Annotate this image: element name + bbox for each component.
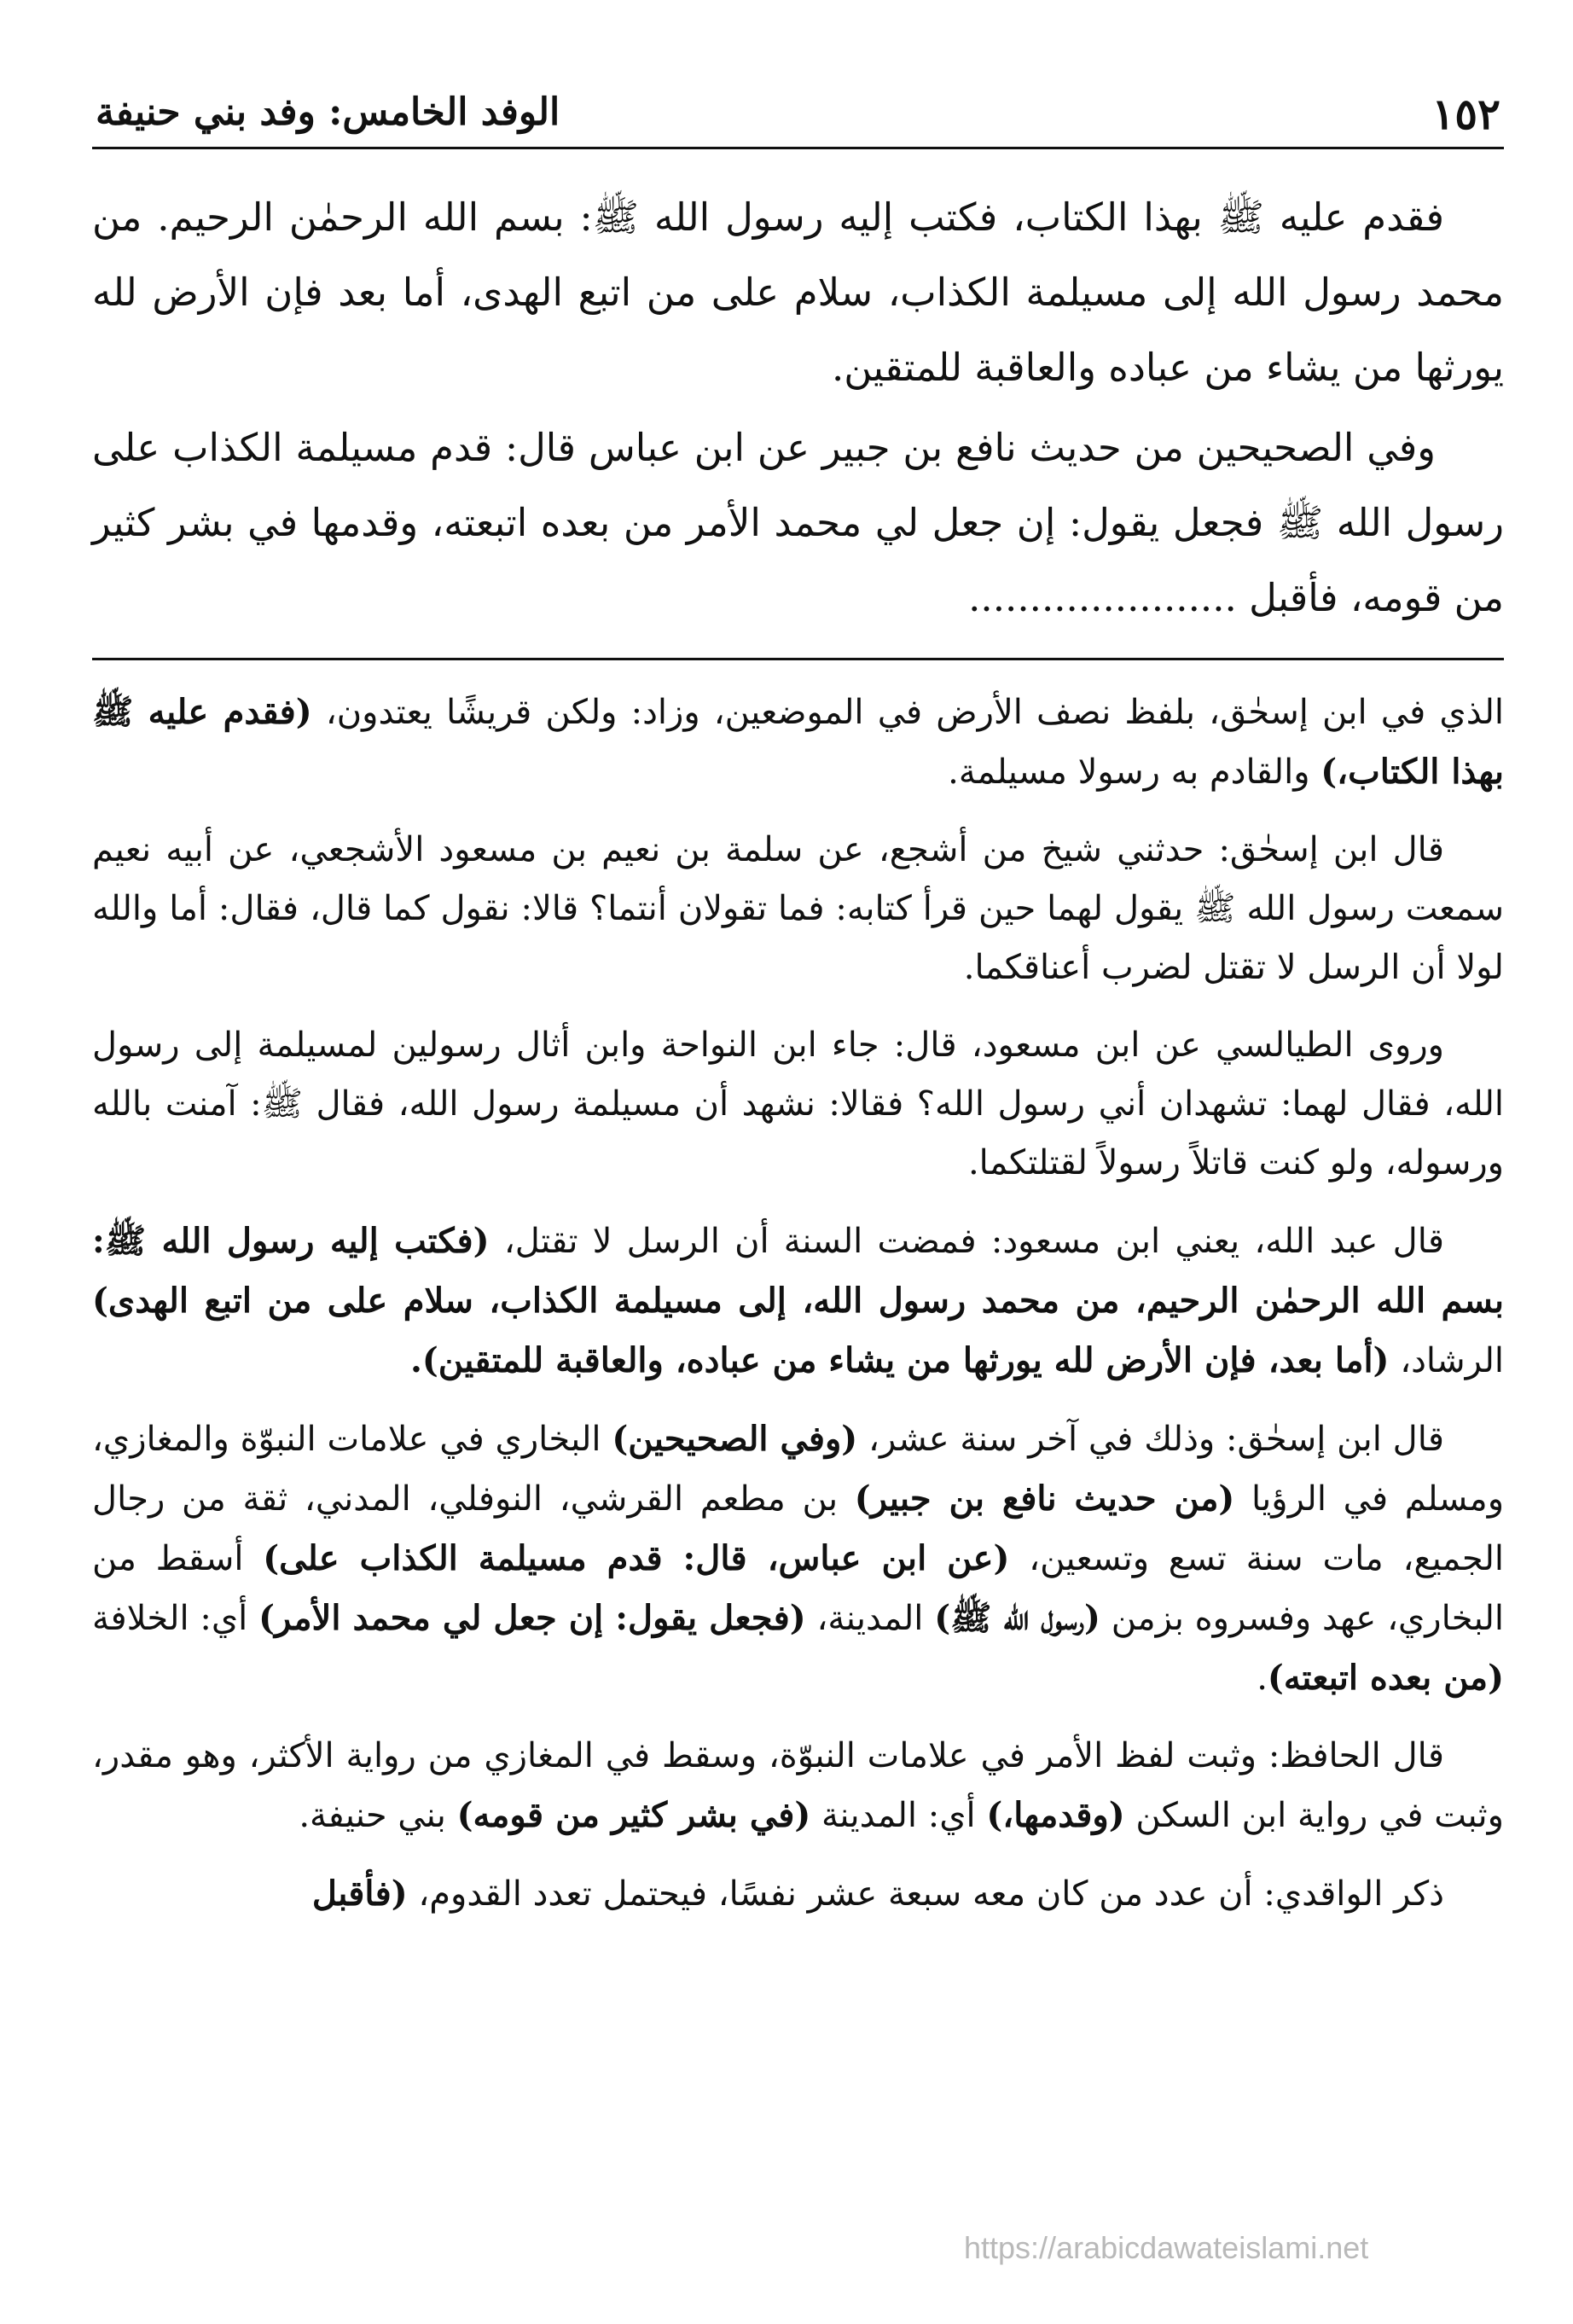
commentary-text: بن مطعم القرشي، النوفلي، المدني، ثقة من رجال الجميع، مات سنة تسع وتسعين،	[92, 1479, 1505, 1578]
commentary-text: قال الحافظ: وثبت لفظ الأمر في علامات النبوّة، وسقط في المغازي من رواية الأكثر، وهو مقدر، وثبت في رواية ابن السكن	[92, 1736, 1504, 1835]
commentary-text: بني حنيفة.	[299, 1796, 457, 1835]
main-paragraph: وفي الصحيحين من حديث نافع بن جبير عن ابن عباس قال: قدم مسيلمة الكذاب على رسول الله ﷺ فجعل يقول: إن جعل لي محمد الأمر من بعده اتبعته، وقدمها في بشر كثير من قومه، فأقبل ......................	[92, 425, 1504, 620]
quoted-text: (أما بعد، فإن الأرض لله يورثها من يشاء من عباده، والعاقبة للمتقين).	[409, 1340, 1390, 1380]
commentary-text: البخاري في علامات النبوّة والمغازي، ومسلم في الرؤيا	[92, 1420, 1505, 1519]
commentary-paragraph	[92, 1727, 1504, 1845]
quoted-text: (من بعده اتبعته)	[1267, 1658, 1504, 1698]
commentary-text: ذكر الواقدي: أن عدد من كان معه سبعة عشر نفسًا، فيحتمل تعدد القدوم،	[407, 1874, 1444, 1914]
quoted-text: (فكتب إليه رسول الله ﷺ: بسم الله الرحمٰن الرحيم، من محمد رسول الله، إلى مسيلمة الكذاب، سلام على من اتبع الهدى)	[92, 1221, 1504, 1321]
commentary-text: أي: الخلافة	[92, 1599, 259, 1638]
main-paragraph: فقدم عليه ﷺ بهذا الكتاب، فكتب إليه رسول الله ﷺ: بسم الله الرحمٰن الرحيم. من محمد رسول الله إلى مسيلمة الكذاب، سلام على من اتبع الهدى، أما بعد فإن الأرض لله يورثها من يشاء من عباده والعاقبة للمتقين.	[92, 195, 1504, 390]
commentary-text: أي: المدينة	[810, 1796, 987, 1835]
main-text	[92, 180, 1504, 636]
quoted-text: (فأقبل	[311, 1874, 408, 1914]
page-number: ١٥٢	[1431, 89, 1500, 139]
quoted-text: (فجعل يقول: إن جعل لي محمد الأمر)	[258, 1598, 806, 1638]
commentary-paragraph	[92, 1409, 1504, 1708]
commentary-text: المدينة،	[805, 1599, 935, 1638]
commentary-text: الذي في ابن إسحٰق، بلفظ نصف الأرض في الموضعين، وزاد: ولكن قريشًا يعتدون،	[311, 693, 1505, 732]
commentary-text: الرشاد،	[1389, 1341, 1504, 1380]
commentary-text: أسقط من البخاري، عهد وفسروه بزمن	[92, 1539, 1504, 1638]
quoted-text: (رسول الله ﷺ)	[934, 1598, 1100, 1638]
footnote-divider	[92, 658, 1504, 660]
watermark-url: https://arabicdawateislami.net	[964, 2230, 1369, 2265]
commentary-paragraph	[92, 1211, 1504, 1391]
book-page	[92, 85, 1504, 2269]
quoted-text: (في بشر كثير من قومه)	[456, 1795, 811, 1835]
commentary-text: .	[1257, 1659, 1268, 1698]
commentary-paragraph: قال ابن إسحٰق: حدثني شيخ من أشجع، عن سلمة بن نعيم بن مسعود الأشجعي، عن أبيه نعيم سمعت رسول الله ﷺ يقول لهما حين قرأ كتابه: فما تقولان أنتما؟ قالا: نقول كما قال، فقال: أما والله لولا أن الرسل لا تقتل لضرب أعناقكما.	[92, 830, 1504, 987]
quoted-text: (فقدم عليه ﷺ بهذا الكتاب،)	[92, 692, 1504, 792]
quoted-text: (من حديث نافع بن جبير)	[854, 1479, 1235, 1519]
commentary-text: والقادم به رسولا مسيلمة.	[948, 752, 1321, 792]
commentary	[92, 683, 1504, 1924]
quoted-text: (وقدمها،)	[986, 1795, 1125, 1835]
running-title: الوفد الخامس: وفد بني حنيفة	[96, 90, 560, 134]
quoted-text: (عن ابن عباس، قال: قدم مسيلمة الكذاب على)	[263, 1538, 1010, 1578]
commentary-paragraph	[92, 683, 1504, 802]
commentary-paragraph: وروى الطيالسي عن ابن مسعود، قال: جاء ابن النواحة وابن أثال رسولين لمسيلمة إلى رسول الله، فقال لهما: تشهدان أني رسول الله؟ فقالا: نشهد أن مسيلمة رسول الله، فقال ﷺ: آمنت بالله ورسوله، ولو كنت قاتلاً رسولاً لقتلتكما.	[92, 1025, 1504, 1182]
quoted-text: (وفي الصحيحين)	[612, 1419, 858, 1459]
commentary-paragraph	[92, 1864, 1504, 1924]
page-header	[92, 85, 1504, 149]
commentary-text: قال عبد الله، يعني ابن مسعود: فمضت السنة أن الرسل لا تقتل،	[489, 1222, 1444, 1261]
commentary-text: قال ابن إسحٰق: وذلك في آخر سنة عشر،	[857, 1420, 1444, 1459]
